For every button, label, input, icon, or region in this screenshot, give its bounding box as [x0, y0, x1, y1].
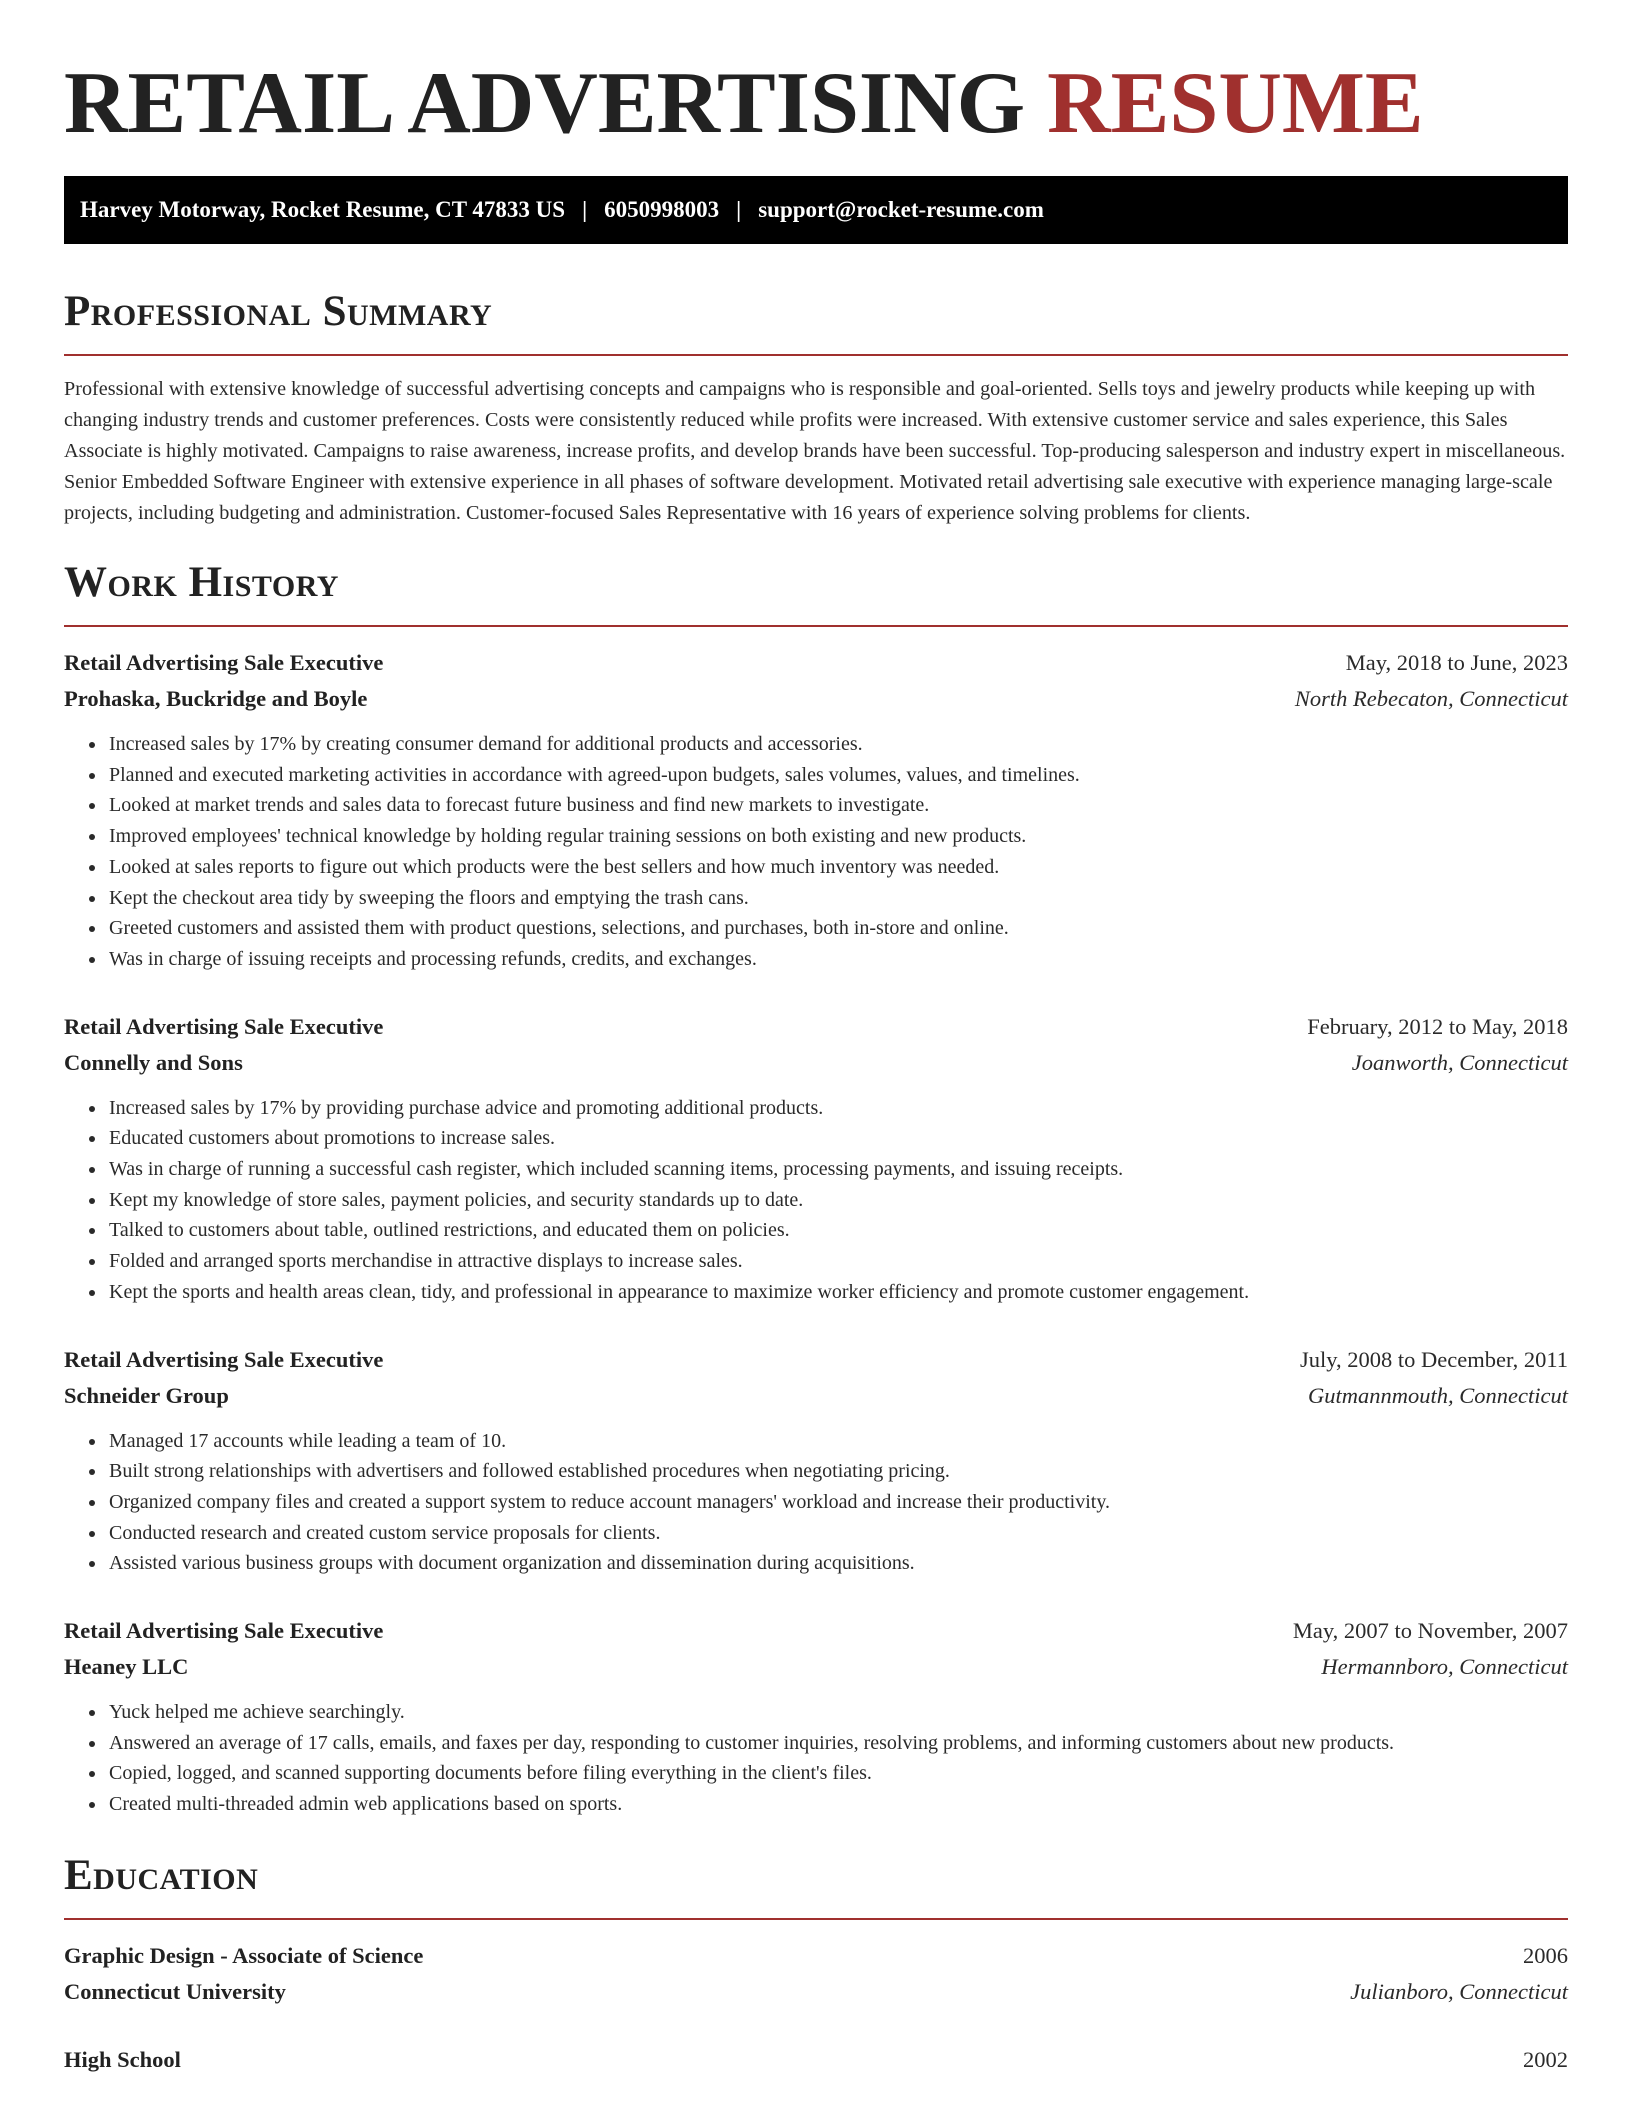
resume-title: [64, 0, 1568, 154]
contact-phone: 6050998003: [604, 197, 720, 222]
section-divider: [64, 625, 1568, 627]
job-bullet: • Educated customers about promotions to increase sales.: [107, 1123, 1568, 1154]
job-bullet: • Kept the checkout area tidy by sweeping the floors and emptying the trash cans.: [107, 883, 1568, 914]
job-title: Retail Advertising Sale Executive: [64, 1013, 384, 1039]
job-bullet: • Copied, logged, and scanned supporting documents before filing everything in the client's files.: [107, 1758, 1568, 1789]
summary-text: Professional with extensive knowledge of successful advertising concepts and campaigns who is responsible and goal-oriented. Sells toys and jewelry products while keeping up with changing industry trends and customer preferences. Costs were consistently reduced while profits were increased. With extensive customer service and sales experience, this Sales Associate is highly motivated. Campaigns to raise awareness, increase profits, and develop brands have been successful. Top-producing salesperson and industry expert in miscellaneous. Senior Embedded Software Engineer with extensive experience in all phases of software development. Motivated retail advertising sale executive with experience managing large-scale projects, including budgeting and administration. Customer-focused Sales Representative with 16 years of experience solving problems for clients.: [64, 378, 1566, 524]
job-bullet: • Was in charge of issuing receipts and processing refunds, credits, and exchanges.: [107, 944, 1568, 975]
job-company: Schneider Group: [64, 1382, 229, 1408]
education-school: Connecticut University: [64, 1978, 286, 2004]
job-location: Gutmannmouth, Connecticut: [1308, 1382, 1568, 1408]
section-heading-summary: Professional Summary: [64, 288, 493, 335]
job-dates: May, 2007 to November, 2007: [1292, 1618, 1568, 1644]
job-entry: [64, 1342, 1568, 1580]
job-bullet: • Greeted customers and assisted them with product questions, selections, and purchases, both in-store and online.: [107, 913, 1568, 944]
job-bullets: [64, 1093, 1568, 1308]
job-company: Prohaska, Buckridge and Boyle: [64, 686, 368, 711]
job-title: Retail Advertising Sale Executive: [64, 1618, 384, 1644]
job-title: Retail Advertising Sale Executive: [64, 650, 384, 675]
contact-separator: |: [582, 197, 588, 222]
contact-separator: |: [736, 197, 742, 222]
job-bullet: • Built strong relationships with advertisers and followed established procedures when negotiating pricing.: [107, 1456, 1568, 1487]
job-bullets: [64, 1426, 1568, 1580]
job-bullets: [64, 1697, 1568, 1820]
job-bullet: • Managed 17 accounts while leading a team of 10.: [107, 1426, 1568, 1457]
job-dates: February, 2012 to May, 2018: [1307, 1013, 1568, 1039]
job-bullets: [64, 729, 1568, 975]
job-bullet: • Looked at market trends and sales data to forecast future business and find new markets to investigate.: [107, 790, 1568, 821]
contact-email: support@rocket-resume.com: [758, 197, 1044, 222]
job-location: Joanworth, Connecticut: [1351, 1049, 1568, 1075]
education-section: [64, 1850, 1568, 2078]
job-company: Heaney LLC: [64, 1654, 189, 1680]
job-dates: July, 2008 to December, 2011: [1299, 1346, 1568, 1372]
education-degree: High School: [64, 2046, 181, 2072]
job-bullet: • Increased sales by 17% by providing purchase advice and promoting additional products.: [107, 1093, 1568, 1124]
title-main: RETAIL ADVERTISING: [64, 55, 1026, 152]
job-bullet: • Was in charge of running a successful cash register, which included scanning items, processing payments, and issuing receipts.: [107, 1154, 1568, 1185]
job-bullet: • Planned and executed marketing activities in accordance with agreed-upon budgets, sales volumes, values, and timelines.: [107, 760, 1568, 791]
education-entry: [64, 2042, 1568, 2078]
job-bullet: • Kept the sports and health areas clean, tidy, and professional in appearance to maximize worker efficiency and promote customer engagement.: [107, 1277, 1568, 1308]
title-accent: RESUME: [1047, 55, 1424, 152]
job-bullet: • Improved employees' technical knowledge by holding regular training sessions on both existing and new products.: [107, 821, 1568, 852]
section-divider: [64, 354, 1568, 356]
job-bullet: • Talked to customers about table, outlined restrictions, and educated them on policies.: [107, 1215, 1568, 1246]
job-bullet: • Increased sales by 17% by creating consumer demand for additional products and accessories.: [107, 729, 1568, 760]
contact-address: Harvey Motorway, Rocket Resume, CT 47833 US: [80, 197, 566, 222]
job-bullet: • Folded and arranged sports merchandise in attractive displays to increase sales.: [107, 1246, 1568, 1277]
education-degree: Graphic Design - Associate of Science: [64, 1942, 424, 1968]
work-history-section: [64, 557, 1568, 1820]
job-bullet: • Answered an average of 17 calls, emails, and faxes per day, responding to customer inquiries, resolving problems, and informing customers about new products.: [107, 1728, 1568, 1759]
education-location: Julianboro, Connecticut: [1350, 1978, 1568, 2004]
job-bullet: • Created multi-threaded admin web applications based on sports.: [107, 1789, 1568, 1820]
section-heading-work-history: Work History: [64, 559, 339, 606]
job-entry: [64, 1009, 1568, 1308]
job-bullet: • Yuck helped me achieve searchingly.: [107, 1697, 1568, 1728]
job-company: Connelly and Sons: [64, 1049, 243, 1075]
job-entry: [64, 1613, 1568, 1820]
job-bullet: • Kept my knowledge of store sales, payment policies, and security standards up to date.: [107, 1185, 1568, 1216]
job-entry: [64, 645, 1568, 975]
job-bullet: • Organized company files and created a support system to reduce account managers' workload and increase their productivity.: [107, 1487, 1568, 1518]
job-bullet: • Assisted various business groups with document organization and dissemination during acquisitions.: [107, 1548, 1568, 1579]
summary-section: [64, 286, 1568, 529]
education-year: 2002: [1523, 2046, 1568, 2072]
section-heading-education: Education: [64, 1851, 259, 1899]
education-entry: [64, 1938, 1568, 2010]
job-location: North Rebecaton, Connecticut: [1294, 686, 1568, 711]
contact-bar: [64, 176, 1568, 244]
education-year: 2006: [1523, 1942, 1568, 1968]
job-title: Retail Advertising Sale Executive: [64, 1346, 384, 1372]
section-divider: [64, 1918, 1568, 1920]
job-bullet: • Looked at sales reports to figure out which products were the best sellers and how much inventory was needed.: [107, 852, 1568, 883]
job-dates: May, 2018 to June, 2023: [1345, 650, 1568, 675]
job-bullet: • Conducted research and created custom service proposals for clients.: [107, 1518, 1568, 1549]
job-location: Hermannboro, Connecticut: [1321, 1654, 1568, 1680]
